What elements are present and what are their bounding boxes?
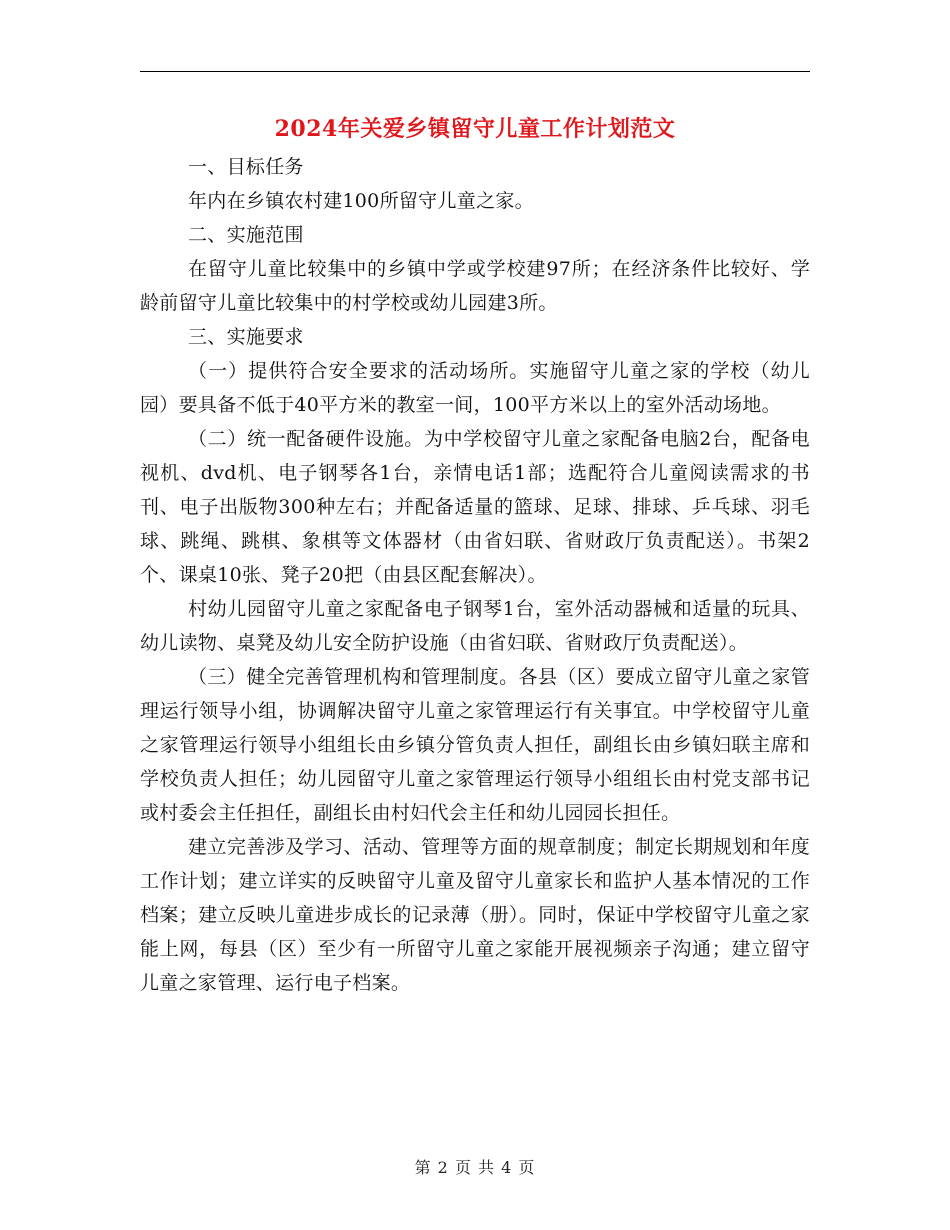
page-number-footer: 第 2 页 共 4 页 — [414, 1158, 536, 1177]
paragraph: 在留守儿童比较集中的乡镇中学或学校建97所；在经济条件比较好、学龄前留守儿童比较集中的村学校或幼儿园建3所。 — [140, 258, 810, 314]
header-rule — [140, 71, 810, 72]
section-heading-scope: 二、实施范围 — [188, 224, 304, 246]
paragraph: （二）统一配备硬件设施。为中学校留守儿童之家配备电脑2台，配备电视机、dvd机、电子钢琴各1台，亲情电话1部；选配符合儿童阅读需求的书刊、电子出版物300种左右；并配备适量的篮球、足球、排球、乒乓球、羽毛球、跳绳、跳棋、象棋等文体器材（由省妇联、省财政厅负责配送）。书架2个、课桌10张、凳子20把（由县区配套解决）。 — [140, 428, 810, 586]
document-title: 2024年关爱乡镇留守儿童工作计划范文 — [274, 116, 676, 142]
paragraph: 村幼儿园留守儿童之家配备电子钢琴1台，室外活动器械和适量的玩具、幼儿读物、桌凳及幼儿安全防护设施（由省妇联、省财政厅负责配送）。 — [140, 598, 810, 654]
section-heading-goals: 一、目标任务 — [188, 156, 304, 178]
paragraph: （三）健全完善管理机构和管理制度。各县（区）要成立留守儿童之家管理运行领导小组，协调解决留守儿童之家管理运行有关事宜。中学校留守儿童之家管理运行领导小组组长由乡镇分管负责人担任，副组长由乡镇妇联主席和学校负责人担任；幼儿园留守儿童之家管理运行领导小组组长由村党支部书记或村委会主任担任，副组长由村妇代会主任和幼儿园园长担任。 — [140, 666, 810, 824]
document-body — [140, 150, 810, 1000]
paragraph: 建立完善涉及学习、活动、管理等方面的规章制度；制定长期规划和年度工作计划；建立详实的反映留守儿童及留守儿童家长和监护人基本情况的工作档案；建立反映儿童进步成长的记录薄（册）。同时，保证中学校留守儿童之家能上网，每县（区）至少有一所留守儿童之家能开展视频亲子沟通；建立留守儿童之家管理、运行电子档案。 — [140, 836, 810, 994]
section-heading-requirements: 三、实施要求 — [188, 326, 304, 348]
paragraph: 年内在乡镇农村建100所留守儿童之家。 — [188, 190, 534, 212]
paragraph: （一）提供符合安全要求的活动场所。实施留守儿童之家的学校（幼儿园）要具备不低于40平方米的教室一间，100平方米以上的室外活动场地。 — [140, 360, 810, 416]
